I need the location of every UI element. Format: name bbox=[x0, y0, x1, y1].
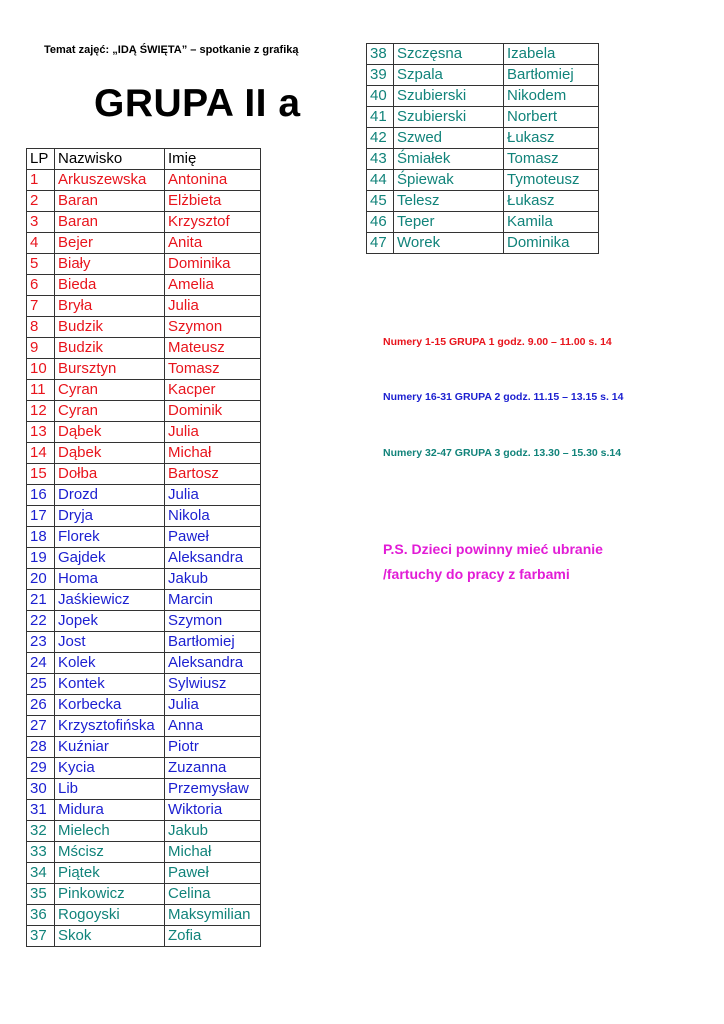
student-name: Izabela bbox=[504, 44, 599, 65]
student-number: 34 bbox=[27, 863, 55, 884]
student-surname: Cyran bbox=[55, 380, 165, 401]
student-number: 42 bbox=[367, 128, 394, 149]
table-row bbox=[367, 212, 599, 233]
student-name: Aleksandra bbox=[165, 653, 261, 674]
student-name: Wiktoria bbox=[165, 800, 261, 821]
table-row bbox=[27, 821, 261, 842]
group-title: GRUPA II a bbox=[94, 82, 301, 125]
table-row bbox=[367, 191, 599, 212]
student-surname: Cyran bbox=[55, 401, 165, 422]
student-name: Dominika bbox=[504, 233, 599, 254]
student-name: Anna bbox=[165, 716, 261, 737]
table-row bbox=[27, 380, 261, 401]
student-number: 8 bbox=[27, 317, 55, 338]
student-number: 47 bbox=[367, 233, 394, 254]
table-row bbox=[367, 170, 599, 191]
table-row bbox=[27, 842, 261, 863]
table-row bbox=[27, 779, 261, 800]
student-surname: Drozd bbox=[55, 485, 165, 506]
table-header-row bbox=[27, 149, 261, 170]
student-surname: Teper bbox=[394, 212, 504, 233]
student-surname: Bursztyn bbox=[55, 359, 165, 380]
table-row bbox=[27, 653, 261, 674]
student-surname: Mścisz bbox=[55, 842, 165, 863]
student-number: 44 bbox=[367, 170, 394, 191]
student-surname: Piątek bbox=[55, 863, 165, 884]
student-number: 39 bbox=[367, 65, 394, 86]
student-name: Dominik bbox=[165, 401, 261, 422]
student-surname: Gajdek bbox=[55, 548, 165, 569]
student-surname: Śmiałek bbox=[394, 149, 504, 170]
student-name: Elżbieta bbox=[165, 191, 261, 212]
student-number: 25 bbox=[27, 674, 55, 695]
student-number: 12 bbox=[27, 401, 55, 422]
table-row bbox=[367, 149, 599, 170]
schedule-note-group-2: Numery 16-31 GRUPA 2 godz. 11.15 – 13.15 s. 14 bbox=[383, 391, 624, 403]
student-number: 2 bbox=[27, 191, 55, 212]
student-number: 1 bbox=[27, 170, 55, 191]
student-surname: Bejer bbox=[55, 233, 165, 254]
student-name: Julia bbox=[165, 296, 261, 317]
student-surname: Dołba bbox=[55, 464, 165, 485]
student-name: Paweł bbox=[165, 863, 261, 884]
table-row bbox=[27, 296, 261, 317]
table-row bbox=[27, 233, 261, 254]
table-row bbox=[27, 254, 261, 275]
student-number: 13 bbox=[27, 422, 55, 443]
student-surname: Budzik bbox=[55, 317, 165, 338]
student-number: 11 bbox=[27, 380, 55, 401]
student-name: Maksymilian bbox=[165, 905, 261, 926]
student-surname: Korbecka bbox=[55, 695, 165, 716]
table-row bbox=[27, 548, 261, 569]
table-row bbox=[27, 926, 261, 947]
student-name: Sylwiusz bbox=[165, 674, 261, 695]
student-name: Piotr bbox=[165, 737, 261, 758]
student-surname: Kontek bbox=[55, 674, 165, 695]
student-number: 15 bbox=[27, 464, 55, 485]
student-surname: Kolek bbox=[55, 653, 165, 674]
student-number: 33 bbox=[27, 842, 55, 863]
student-number: 9 bbox=[27, 338, 55, 359]
table-row bbox=[27, 590, 261, 611]
table-row bbox=[367, 233, 599, 254]
student-number: 40 bbox=[367, 86, 394, 107]
student-name: Bartłomiej bbox=[165, 632, 261, 653]
table-row bbox=[27, 506, 261, 527]
table-row bbox=[367, 128, 599, 149]
table-row bbox=[27, 758, 261, 779]
table-row bbox=[27, 317, 261, 338]
table-row bbox=[367, 86, 599, 107]
student-name: Łukasz bbox=[504, 128, 599, 149]
student-number: 45 bbox=[367, 191, 394, 212]
student-number: 3 bbox=[27, 212, 55, 233]
table-row bbox=[27, 422, 261, 443]
table-row bbox=[27, 338, 261, 359]
student-surname: Midura bbox=[55, 800, 165, 821]
student-number: 31 bbox=[27, 800, 55, 821]
student-number: 20 bbox=[27, 569, 55, 590]
student-surname: Pinkowicz bbox=[55, 884, 165, 905]
table-row bbox=[27, 800, 261, 821]
student-name: Szymon bbox=[165, 317, 261, 338]
student-surname: Kuźniar bbox=[55, 737, 165, 758]
table-row bbox=[27, 191, 261, 212]
student-number: 26 bbox=[27, 695, 55, 716]
student-surname: Bieda bbox=[55, 275, 165, 296]
schedule-note-group-3: Numery 32-47 GRUPA 3 godz. 13.30 – 15.30 s.14 bbox=[383, 447, 622, 459]
student-name: Paweł bbox=[165, 527, 261, 548]
student-name: Julia bbox=[165, 695, 261, 716]
student-name: Zuzanna bbox=[165, 758, 261, 779]
student-name: Mateusz bbox=[165, 338, 261, 359]
student-number: 38 bbox=[367, 44, 394, 65]
student-number: 37 bbox=[27, 926, 55, 947]
student-number: 16 bbox=[27, 485, 55, 506]
table-row bbox=[27, 737, 261, 758]
student-number: 7 bbox=[27, 296, 55, 317]
student-name: Przemysław bbox=[165, 779, 261, 800]
table-row bbox=[27, 569, 261, 590]
student-number: 43 bbox=[367, 149, 394, 170]
student-name: Krzysztof bbox=[165, 212, 261, 233]
student-surname: Baran bbox=[55, 191, 165, 212]
student-surname: Dryja bbox=[55, 506, 165, 527]
student-number: 28 bbox=[27, 737, 55, 758]
ps-note-line-2: /fartuchy do pracy z farbami bbox=[383, 566, 570, 582]
ps-note-line-1: P.S. Dzieci powinny mieć ubranie bbox=[383, 541, 603, 557]
student-surname: Biały bbox=[55, 254, 165, 275]
table-row bbox=[27, 905, 261, 926]
student-number: 22 bbox=[27, 611, 55, 632]
table-row bbox=[27, 443, 261, 464]
student-number: 21 bbox=[27, 590, 55, 611]
student-surname: Skok bbox=[55, 926, 165, 947]
student-name: Nikola bbox=[165, 506, 261, 527]
table-row bbox=[27, 674, 261, 695]
student-surname: Homa bbox=[55, 569, 165, 590]
table-row bbox=[367, 44, 599, 65]
student-number: 6 bbox=[27, 275, 55, 296]
student-surname: Dąbek bbox=[55, 422, 165, 443]
student-name: Łukasz bbox=[504, 191, 599, 212]
student-name: Dominika bbox=[165, 254, 261, 275]
table-row bbox=[27, 401, 261, 422]
student-number: 24 bbox=[27, 653, 55, 674]
student-number: 14 bbox=[27, 443, 55, 464]
table-row bbox=[27, 611, 261, 632]
lesson-topic: Temat zajęć: „IDĄ ŚWIĘTA” – spotkanie z grafiką bbox=[44, 44, 299, 56]
student-name: Celina bbox=[165, 884, 261, 905]
student-number: 10 bbox=[27, 359, 55, 380]
student-surname: Szubierski bbox=[394, 86, 504, 107]
student-name: Kamila bbox=[504, 212, 599, 233]
student-number: 27 bbox=[27, 716, 55, 737]
table-row bbox=[27, 275, 261, 296]
student-surname: Szpala bbox=[394, 65, 504, 86]
student-surname: Szczęsna bbox=[394, 44, 504, 65]
student-surname: Rogoyski bbox=[55, 905, 165, 926]
student-name: Kacper bbox=[165, 380, 261, 401]
column-header-lp: LP bbox=[27, 149, 55, 170]
student-number: 41 bbox=[367, 107, 394, 128]
table-row bbox=[27, 527, 261, 548]
table-row bbox=[27, 695, 261, 716]
student-surname: Krzysztofińska bbox=[55, 716, 165, 737]
student-surname: Dąbek bbox=[55, 443, 165, 464]
student-surname: Szwed bbox=[394, 128, 504, 149]
student-name: Norbert bbox=[504, 107, 599, 128]
student-number: 4 bbox=[27, 233, 55, 254]
student-surname: Jaśkiewicz bbox=[55, 590, 165, 611]
student-number: 5 bbox=[27, 254, 55, 275]
column-header-surname: Nazwisko bbox=[55, 149, 165, 170]
schedule-note-group-1: Numery 1-15 GRUPA 1 godz. 9.00 – 11.00 s. 14 bbox=[383, 336, 612, 348]
student-surname: Mielech bbox=[55, 821, 165, 842]
table-row bbox=[27, 170, 261, 191]
student-number: 18 bbox=[27, 527, 55, 548]
student-surname: Kycia bbox=[55, 758, 165, 779]
table-row bbox=[27, 884, 261, 905]
students-table-left bbox=[26, 148, 261, 947]
student-name: Aleksandra bbox=[165, 548, 261, 569]
student-name: Szymon bbox=[165, 611, 261, 632]
table-row bbox=[27, 212, 261, 233]
student-name: Nikodem bbox=[504, 86, 599, 107]
student-name: Julia bbox=[165, 422, 261, 443]
student-name: Tomasz bbox=[504, 149, 599, 170]
student-name: Zofia bbox=[165, 926, 261, 947]
student-name: Marcin bbox=[165, 590, 261, 611]
student-name: Jakub bbox=[165, 821, 261, 842]
student-surname: Telesz bbox=[394, 191, 504, 212]
student-name: Antonina bbox=[165, 170, 261, 191]
student-name: Julia bbox=[165, 485, 261, 506]
student-surname: Szubierski bbox=[394, 107, 504, 128]
student-surname: Śpiewak bbox=[394, 170, 504, 191]
student-number: 29 bbox=[27, 758, 55, 779]
table-row bbox=[27, 485, 261, 506]
student-number: 36 bbox=[27, 905, 55, 926]
student-number: 19 bbox=[27, 548, 55, 569]
table-row bbox=[27, 632, 261, 653]
table-row bbox=[27, 863, 261, 884]
students-table-right bbox=[366, 43, 599, 254]
student-name: Bartłomiej bbox=[504, 65, 599, 86]
student-number: 17 bbox=[27, 506, 55, 527]
table-row bbox=[367, 65, 599, 86]
student-name: Tomasz bbox=[165, 359, 261, 380]
student-number: 46 bbox=[367, 212, 394, 233]
table-row bbox=[27, 716, 261, 737]
student-surname: Lib bbox=[55, 779, 165, 800]
student-name: Michał bbox=[165, 842, 261, 863]
student-number: 32 bbox=[27, 821, 55, 842]
student-name: Amelia bbox=[165, 275, 261, 296]
column-header-name: Imię bbox=[165, 149, 261, 170]
student-number: 23 bbox=[27, 632, 55, 653]
student-name: Bartosz bbox=[165, 464, 261, 485]
student-surname: Budzik bbox=[55, 338, 165, 359]
student-name: Michał bbox=[165, 443, 261, 464]
table-row bbox=[27, 464, 261, 485]
student-number: 35 bbox=[27, 884, 55, 905]
student-surname: Arkuszewska bbox=[55, 170, 165, 191]
student-name: Tymoteusz bbox=[504, 170, 599, 191]
student-surname: Bryła bbox=[55, 296, 165, 317]
table-row bbox=[367, 107, 599, 128]
student-surname: Baran bbox=[55, 212, 165, 233]
student-number: 30 bbox=[27, 779, 55, 800]
student-name: Jakub bbox=[165, 569, 261, 590]
student-surname: Jopek bbox=[55, 611, 165, 632]
student-name: Anita bbox=[165, 233, 261, 254]
student-surname: Florek bbox=[55, 527, 165, 548]
table-row bbox=[27, 359, 261, 380]
student-surname: Jost bbox=[55, 632, 165, 653]
student-surname: Worek bbox=[394, 233, 504, 254]
